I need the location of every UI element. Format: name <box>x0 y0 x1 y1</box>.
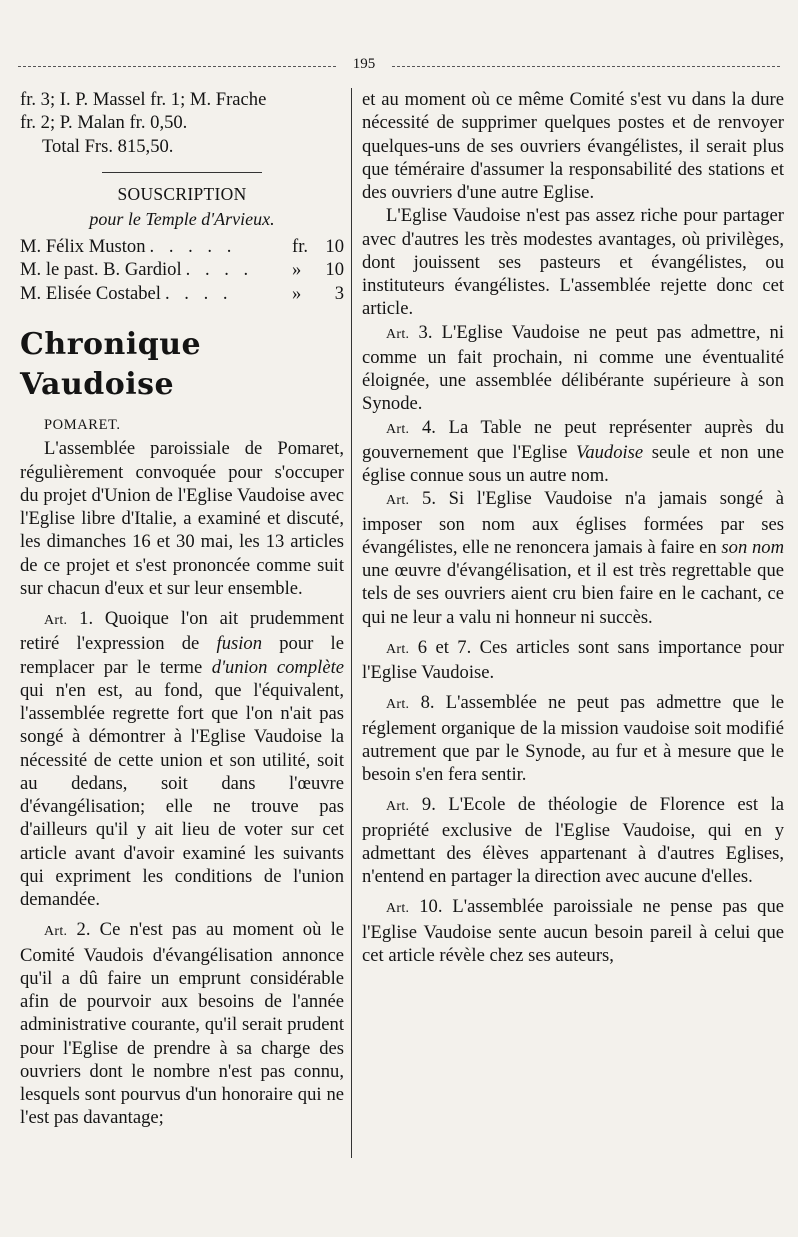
intro-paragraph: L'assemblée paroissiale de Pomaret, régulièrement convoquée pour s'occuper du projet d'Union de l'Eglise Vaudoise avec l'Eglise libre d'Italie, a examiné et discuté, les dimanches 16 et 30 mai, les 13 articles de ce projet et s'est prononcée comme suit sur chacun d'eux et sur leur ensemble. <box>20 438 344 599</box>
header-rule-right <box>392 66 780 67</box>
header-rule-left <box>18 66 336 67</box>
article-3-paragraph: Art. 3. L'Eglise Vaudoise ne peut pas admettre, ni comme un fait prochain, ni comme une éventualité éloignée, une assemblée délibérante supérieure à son Synode. <box>362 321 784 415</box>
page-header <box>18 56 780 78</box>
donation-amount: 10 <box>325 235 344 257</box>
column-divider <box>351 88 352 1158</box>
article-9-paragraph: Art. 9. L'Ecole de théologie de Florence est la propriété exclusive de l'Eglise Vaudoise, qui en y admettant des élèves appartenant à d'autres Eglises, n'entend en partager la direction avec aucune d'elles. <box>362 794 784 887</box>
article-6-7-paragraph: Art. 6 et 7. Ces articles sont sans importance pour l'Eglise Vaudoise. <box>362 636 784 683</box>
article-label: Art. <box>44 613 68 628</box>
subscription-title: SOUSCRIPTION <box>117 183 247 204</box>
article-label: Art. <box>44 924 68 940</box>
donation-row <box>20 235 344 259</box>
leader-dots: . . . . <box>164 282 233 304</box>
donor-name: M. Elisée Costabel <box>20 282 161 304</box>
subscription-subtitle: pour le Temple d'Arvieux. <box>89 208 275 229</box>
donation-currency: » <box>292 259 302 281</box>
article-4-paragraph: Art. 4. La Table ne peut représenter auprès du gouvernement que l'Eglise Vaudoise seule et non une église connue sous un autre nom. <box>362 416 784 486</box>
article-8-paragraph: Art. 8. L'assemblée ne peut pas admettre que le réglement organique de la mission vaudoise soit modifié autrement que par le Synode, au fur et à mesure que le besoin s'en fera sentir. <box>362 692 784 785</box>
article-label: Art. <box>386 326 410 342</box>
donation-amount: 10 <box>325 259 344 281</box>
article-label: Art. <box>386 799 410 815</box>
section-divider <box>102 172 262 173</box>
donor-name: M. Félix Muston <box>20 235 146 257</box>
donation-row <box>20 282 344 306</box>
article-label: Art. <box>386 493 410 509</box>
location-heading: POMARET. <box>44 417 121 434</box>
chronicle-heading: Chronique Vaudoise <box>20 327 202 403</box>
donation-amount: 3 <box>334 282 344 304</box>
article-5-paragraph: Art. 5. Si l'Eglise Vaudoise n'a jamais songé à imposer son nom aux églises formées par ses évangélistes, elle ne renoncera jamais à faire en son nom une œuvre d'évangélisation, et il est très regrettable que tels de ses ouvriers aient cru bien faire en le cachant, ce qui ne leur a valu ni honneur ni succès. <box>362 488 785 628</box>
article-label: Art. <box>386 641 410 657</box>
donation-row <box>20 258 344 282</box>
contribution-total: Total Frs. 815,50. <box>42 135 174 157</box>
article-label: Art. <box>386 901 410 917</box>
donation-currency: fr. <box>292 235 309 257</box>
paragraph: L'Eglise Vaudoise n'est pas assez riche pour partager avec d'autres les très modestes avantages, où privilèges, dont jouissent ses pasteurs et évangélistes, ou instituteurs évangélistes. L'assemblée rejette donc cet article. <box>362 205 784 320</box>
page-number: 195 <box>352 56 376 72</box>
continuation-paragraph: et au moment où ce même Comité s'est vu dans la dure nécessité de supprimer quelques postes et de renvoyer quelques-uns de ses ouvriers évangélistes, il serait plus que téméraire d'assumer la responsabilité des stations et des ouvriers d'une autre Eglise. <box>362 89 784 203</box>
article-2-paragraph: Art. 2. Ce n'est pas au moment où le Comité Vaudois d'évangélisation annonce qu'il a dû faire un emprunt considérable afin de pourvoir aux besoins de l'année administrative courante, qu'il serait prudent pour l'Eglise de prendre à sa charge des ouvriers dont le nombre n'est pas connu, lesquels sont pourvus d'un honoraire qui ne l'est pas davantage; <box>20 919 344 1129</box>
right-column <box>362 88 784 967</box>
donor-name: M. le past. B. Gardiol <box>20 259 182 281</box>
leader-dots: . . . . . <box>149 235 237 257</box>
contribution-line: fr. 2; P. Malan fr. 0,50. <box>20 112 188 134</box>
article-10-paragraph: Art. 10. L'assemblée paroissiale ne pense pas que l'Eglise Vaudoise sente aucun besoin pareil à celui que cet article révèle chez ses auteurs, <box>362 896 784 966</box>
article-label: Art. <box>386 697 410 713</box>
donation-currency: » <box>292 282 302 304</box>
article-1-paragraph: Art. 1. Quoique l'on ait prudemment retiré l'expression de fusion pour le remplacer par le terme d'union complète qui n'en est, au fond, que l'équivalent, l'assemblée regrette fort que l'on n'ait pas songé à démontrer à l'Eglise Vaudoise la nécessité de cette union et son utilité, soit au dedans, soit dans l'œuvre d'évangélisation; elle ne trouve pas d'ailleurs qu'il y ait lieu de voter sur cet article avant d'avoir examiné les suivants qui expriment les conditions de l'union demandée. <box>20 608 344 910</box>
left-column <box>20 88 344 1130</box>
leader-dots: . . . . <box>185 259 254 281</box>
article-label: Art. <box>386 421 410 437</box>
contribution-line: fr. 3; I. P. Massel fr. 1; M. Frache <box>20 89 267 110</box>
